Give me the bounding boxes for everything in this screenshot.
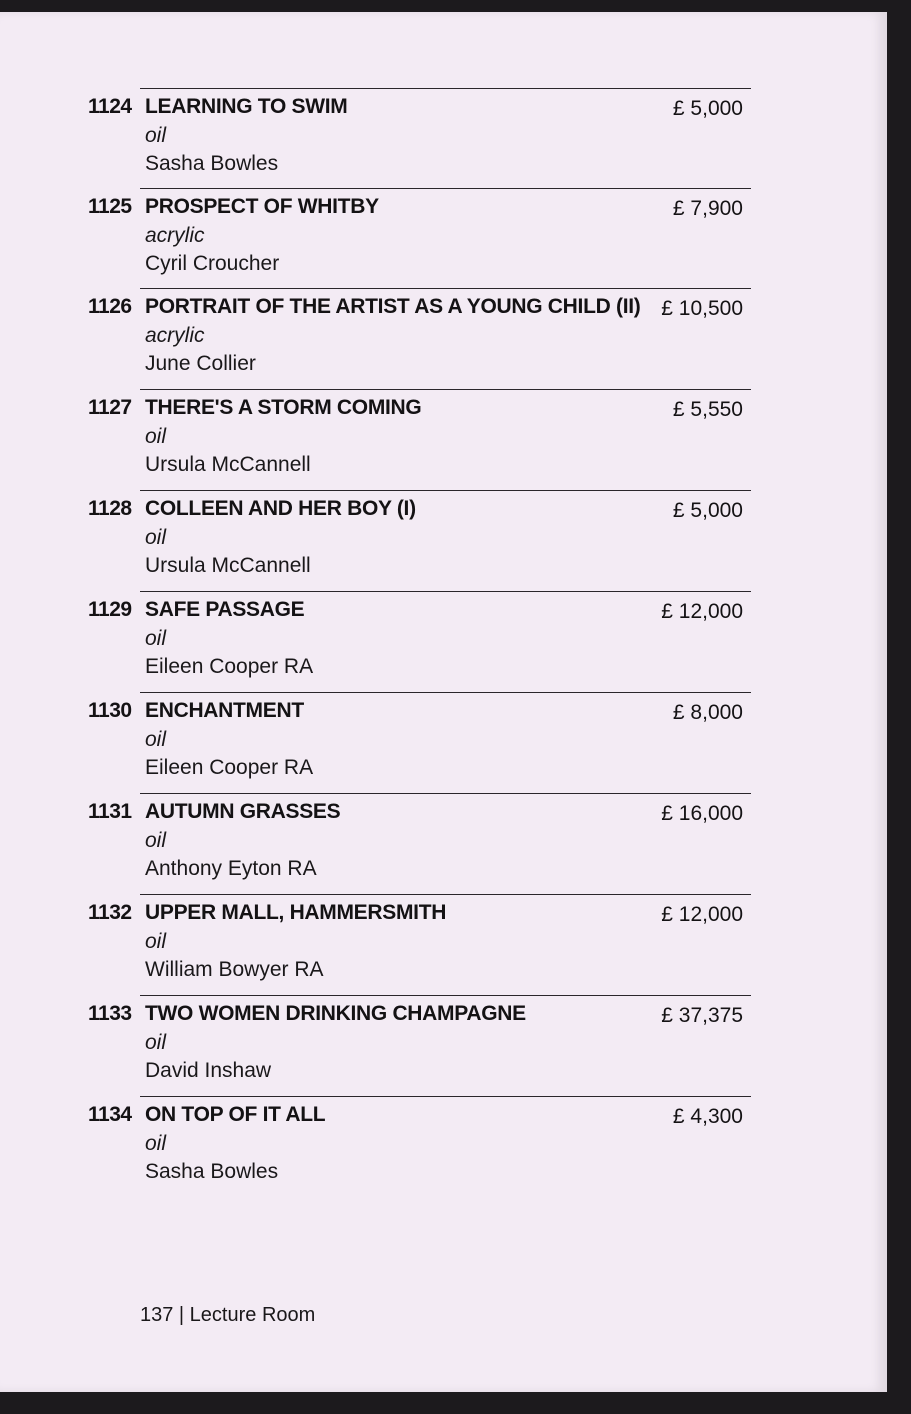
entry-number: 1128 xyxy=(88,497,132,520)
entry-medium: oil xyxy=(145,728,167,751)
entry-medium: oil xyxy=(145,124,167,147)
entry-title: THERE'S A STORM COMING xyxy=(145,396,422,419)
entry-number: 1134 xyxy=(88,1103,132,1126)
entry-artist: Sasha Bowles xyxy=(145,1160,279,1183)
entry-medium: oil xyxy=(145,930,167,953)
entry-price: £ 5,000 xyxy=(672,97,743,120)
entry-price: £ 5,000 xyxy=(672,499,743,522)
entry-title: LEARNING TO SWIM xyxy=(145,95,348,118)
catalogue-entry xyxy=(88,389,751,491)
entry-number: 1124 xyxy=(88,95,132,118)
entry-artist: June Collier xyxy=(145,352,256,375)
entry-number: 1133 xyxy=(88,1002,132,1025)
entry-title: ENCHANTMENT xyxy=(145,699,304,722)
entry-title: PROSPECT OF WHITBY xyxy=(145,195,379,218)
entry-price: £ 4,300 xyxy=(672,1105,743,1128)
entry-medium: acrylic xyxy=(145,224,205,247)
entry-medium: oil xyxy=(145,1132,167,1155)
entry-artist: Sasha Bowles xyxy=(145,152,279,175)
entry-price: £ 12,000 xyxy=(661,600,743,623)
entry-price: £ 8,000 xyxy=(672,701,743,724)
entry-medium: oil xyxy=(145,425,167,448)
entry-title: PORTRAIT OF THE ARTIST AS A YOUNG CHILD (II) xyxy=(145,295,641,318)
entry-artist: Ursula McCannell xyxy=(145,554,311,577)
entry-title: UPPER MALL, HAMMERSMITH xyxy=(145,901,447,924)
entry-medium: oil xyxy=(145,1031,167,1054)
entry-artist: Ursula McCannell xyxy=(145,453,311,476)
entry-artist: Anthony Eyton RA xyxy=(145,857,317,880)
entry-artist: Eileen Cooper RA xyxy=(145,756,314,779)
catalogue-entry xyxy=(88,692,751,794)
entry-medium: oil xyxy=(145,627,167,650)
entry-artist: Eileen Cooper RA xyxy=(145,655,314,678)
catalogue-entry xyxy=(88,490,751,592)
entry-number: 1129 xyxy=(88,598,132,621)
entry-title: SAFE PASSAGE xyxy=(145,598,305,621)
entry-medium: acrylic xyxy=(145,324,205,347)
page-footer: 137 | Lecture Room xyxy=(140,1304,316,1326)
entry-title: ON TOP OF IT ALL xyxy=(145,1103,326,1126)
entry-number: 1126 xyxy=(88,295,132,318)
entry-title: AUTUMN GRASSES xyxy=(145,800,341,823)
entry-artist: David Inshaw xyxy=(145,1059,272,1082)
entry-number: 1127 xyxy=(88,396,132,419)
catalogue-entry xyxy=(88,288,751,390)
entry-price: £ 7,900 xyxy=(672,197,743,220)
entry-number: 1132 xyxy=(88,901,132,924)
entry-price: £ 5,550 xyxy=(672,398,743,421)
catalogue-entry xyxy=(88,894,751,996)
entry-title: COLLEEN AND HER BOY (I) xyxy=(145,497,416,520)
entry-artist: William Bowyer RA xyxy=(145,958,324,981)
catalogue-entry xyxy=(88,1096,751,1198)
entry-number: 1130 xyxy=(88,699,132,722)
entry-number: 1125 xyxy=(88,195,132,218)
catalogue-entry xyxy=(88,591,751,693)
catalogue-entry xyxy=(88,793,751,895)
entry-price: £ 12,000 xyxy=(661,903,743,926)
catalogue-entry xyxy=(88,188,751,290)
entry-price: £ 10,500 xyxy=(661,297,743,320)
entry-medium: oil xyxy=(145,526,167,549)
entry-medium: oil xyxy=(145,829,167,852)
entry-title: TWO WOMEN DRINKING CHAMPAGNE xyxy=(145,1002,526,1025)
catalogue-page xyxy=(0,12,887,1392)
entry-price: £ 37,375 xyxy=(661,1004,743,1027)
catalogue-entry xyxy=(88,88,751,190)
entry-price: £ 16,000 xyxy=(661,802,743,825)
entry-number: 1131 xyxy=(88,800,132,823)
catalogue-entry xyxy=(88,995,751,1097)
entry-artist: Cyril Croucher xyxy=(145,252,280,275)
